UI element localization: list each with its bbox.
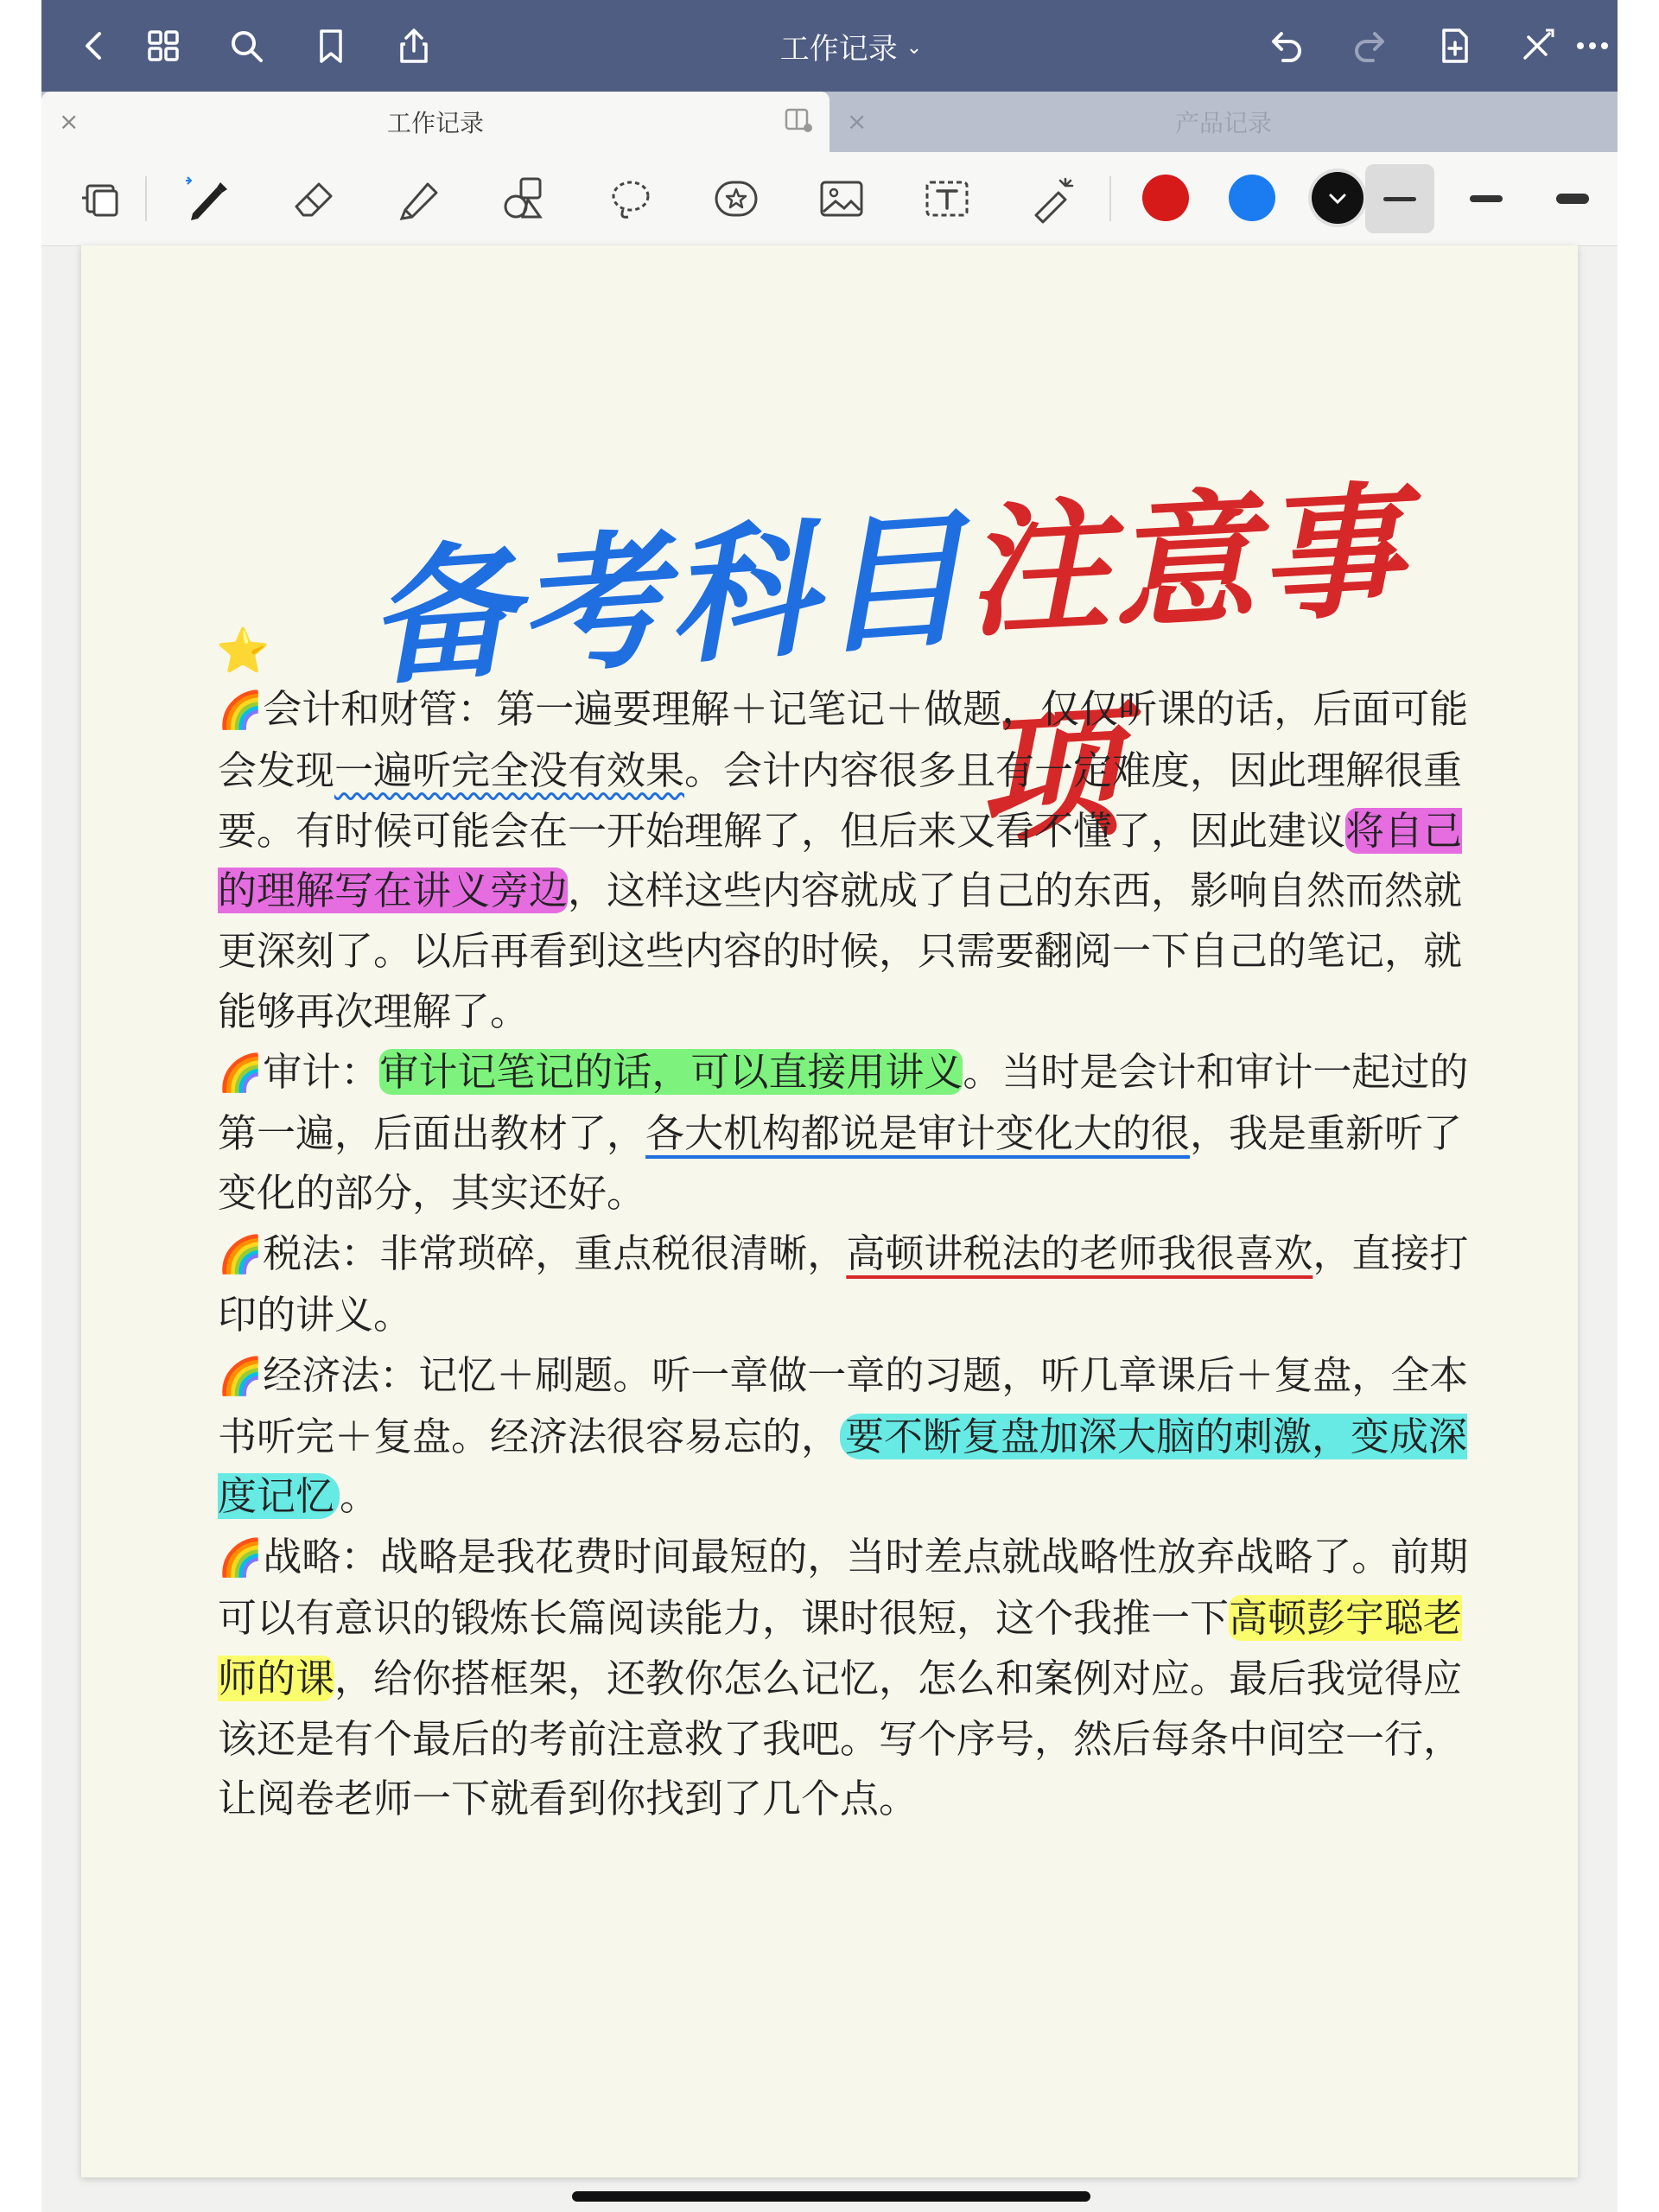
- sticker-tool-icon[interactable]: [702, 164, 771, 233]
- toolbar-divider: [145, 176, 147, 221]
- rainbow-icon: 🌈: [218, 1536, 264, 1580]
- pink-highlight-text: 将自己的理解写在讲义旁边: [218, 807, 1463, 914]
- page-layout-icon[interactable]: [67, 164, 137, 233]
- cyan-highlight-text: 要不断复盘加深大脑的刺激，变成深度记忆: [218, 1413, 1468, 1520]
- document-title-label: 工作记录: [779, 31, 898, 67]
- star-icon: ⭐: [216, 626, 270, 676]
- title-subject: 备考科目: [362, 493, 975, 707]
- document-title[interactable]: [743, 22, 959, 69]
- yellow-highlight-text: 高顿彭宇聪老师的课: [218, 1594, 1463, 1701]
- more-options-icon[interactable]: [1571, 19, 1614, 73]
- drawing-toolbar: [41, 152, 1618, 246]
- close-tab-icon[interactable]: ×: [847, 107, 868, 136]
- red-underline-text: 高顿讲税法的老师我很喜欢: [846, 1230, 1313, 1277]
- blue-underline-text: 各大机构都说是审计变化大的很: [645, 1109, 1191, 1156]
- search-icon[interactable]: [219, 19, 273, 73]
- device-screen: [41, 0, 1618, 2212]
- bookmark-icon[interactable]: [304, 19, 358, 73]
- stroke-thin-option[interactable]: [1365, 164, 1434, 233]
- pen-tool-icon[interactable]: [173, 164, 242, 233]
- laser-pointer-icon[interactable]: [1018, 164, 1087, 233]
- note-tax-law: 🌈税法：非常琐碎，重点税很清晰，高顿讲税法的老师我很喜欢，直接打印的讲义。: [218, 1230, 1469, 1338]
- tab-label: 产品记录: [1174, 109, 1272, 137]
- toolbar-divider: [1109, 176, 1111, 221]
- undo-icon[interactable]: [1260, 19, 1313, 73]
- color-blue-swatch[interactable]: [1229, 175, 1275, 221]
- collapse-toolbar-icon[interactable]: [1510, 19, 1564, 73]
- eraser-tool-icon[interactable]: [280, 164, 349, 233]
- notes-body: [218, 679, 1479, 1829]
- split-view-icon[interactable]: [785, 107, 812, 133]
- text-tool-icon[interactable]: [912, 164, 982, 233]
- note-accounting: 🌈会计和财管：第一遍要理解＋记笔记＋做题，仅仅听课的话，后面可能会发现一遍听完全没有效果。会计内容很多且有一定难度，因此理解很重要。有时候可能会在一开始理解了，但后来又看不懂了，因此建议将自己的理解写在讲义旁边，这样这些内容就成了自己的东西，影响自然而然就更深刻了。以后再看到这些内容的时候，只需要翻阅一下自己的笔记，就能够再次理解了。: [218, 686, 1469, 1034]
- redo-icon[interactable]: [1343, 19, 1396, 73]
- color-red-swatch[interactable]: [1142, 175, 1189, 221]
- rainbow-icon: 🌈: [218, 689, 264, 731]
- stroke-medium-option[interactable]: [1452, 164, 1521, 233]
- chevron-down-icon: ⌄: [906, 36, 923, 59]
- green-highlight-text: 审计记笔记的话，可以直接用讲义: [379, 1048, 963, 1095]
- highlighter-tool-icon[interactable]: [385, 164, 454, 233]
- note-audit: 🌈审计：审计记笔记的话，可以直接用讲义。当时是会计和审计一起过的第一遍，后面出教材了，各大机构都说是审计变化大的很，我是重新听了变化的部分，其实还好。: [218, 1048, 1469, 1217]
- note-economic-law: 🌈经济法：记忆＋刷题。听一章做一章的习题，听几章课后＋复盘，全本书听完＋复盘。经济法很容易忘的， 要不断复盘加深大脑的刺激，变成深度记忆 。: [218, 1351, 1469, 1520]
- title-notes: 注意事项: [961, 466, 1410, 863]
- home-indicator[interactable]: [572, 2191, 1090, 2202]
- lasso-tool-icon[interactable]: [596, 164, 665, 233]
- tab-work-record[interactable]: [41, 92, 830, 152]
- color-black-swatch-selected[interactable]: [1312, 172, 1363, 224]
- grid-view-icon[interactable]: [137, 19, 190, 73]
- wavy-underline-text: 一遍听完全没有效果: [334, 747, 685, 793]
- chevron-down-icon: [1312, 172, 1363, 224]
- rainbow-icon: 🌈: [218, 1233, 264, 1276]
- tab-bar: [41, 92, 1618, 152]
- shapes-tool-icon[interactable]: [491, 164, 560, 233]
- back-icon[interactable]: [67, 19, 121, 73]
- tab-product-record[interactable]: [830, 92, 1618, 152]
- share-icon[interactable]: [387, 19, 441, 73]
- rainbow-icon: 🌈: [218, 1354, 264, 1397]
- add-page-icon[interactable]: [1427, 19, 1481, 73]
- note-strategy: 🌈战略：战略是我花费时间最短的，当时差点就战略性放弃战略了。前期可以有意识的锻炼长篇阅读能力，课时很短，这个我推一下高顿彭宇聪老师的课，给你搭框架，还教你怎么记忆，怎么和案例对应。最后我觉得应该还是有个最后的考前注意救了我吧。写个序号，然后每条中间空一行，让阅卷老师一下就看到你找到了几个点。: [218, 1534, 1469, 1822]
- notebook-page[interactable]: [81, 245, 1578, 2177]
- tab-label: 工作记录: [386, 109, 484, 137]
- close-tab-icon[interactable]: ×: [59, 107, 79, 136]
- top-app-bar: [41, 0, 1618, 92]
- rainbow-icon: 🌈: [218, 1051, 264, 1094]
- image-tool-icon[interactable]: [807, 164, 876, 233]
- stroke-thick-option[interactable]: [1538, 164, 1607, 233]
